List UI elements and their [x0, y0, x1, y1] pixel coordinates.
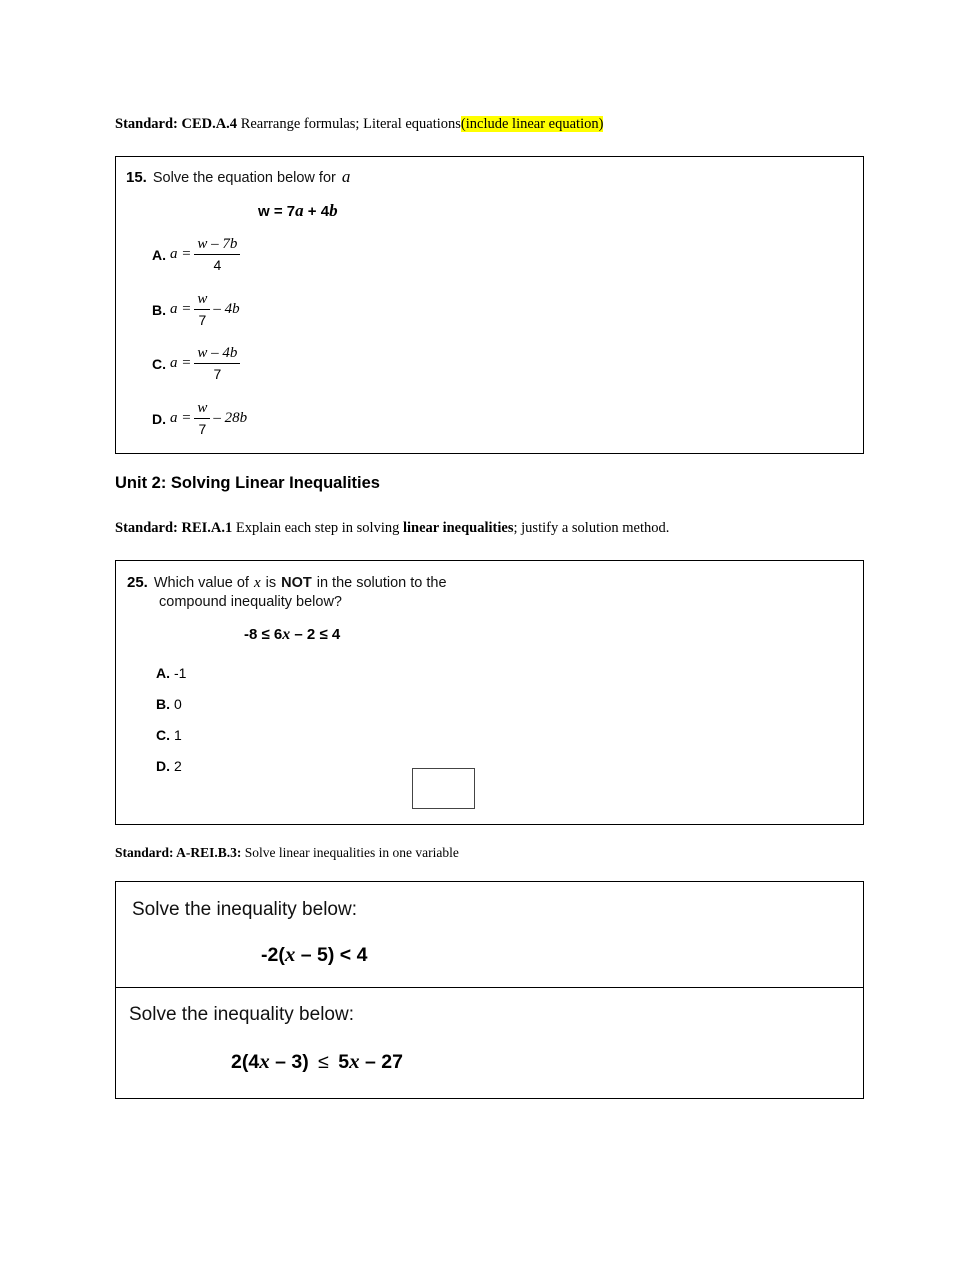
expression-var2: x [349, 1049, 360, 1073]
question-text-end: in the solution to the [316, 575, 447, 591]
fraction-numerator: w – 7b [194, 235, 240, 255]
option-lhs: a = [170, 355, 192, 371]
equation-mid: + 4 [307, 203, 330, 220]
option-value: 2 [174, 758, 182, 774]
question-number: 25. [127, 574, 148, 591]
option-tail: – 4b [213, 301, 240, 317]
unit-2-heading: Unit 2: Solving Linear Inequalities [115, 474, 380, 492]
inequality-2-prompt: Solve the inequality below: [129, 1004, 354, 1025]
option-label: B. [156, 696, 170, 712]
question-text-not: NOT [281, 575, 312, 591]
option-b[interactable] [156, 696, 182, 712]
inequality-box-1 [115, 881, 864, 988]
option-d[interactable] [152, 399, 247, 438]
question-25-prompt-line2: compound inequality below? [159, 594, 342, 610]
expression-operator: ≤ [318, 1051, 329, 1073]
equation-var-b: b [329, 201, 338, 220]
expression-part2: – 3) [275, 1051, 309, 1073]
inequality-box-2 [115, 987, 864, 1099]
option-label: B. [152, 301, 166, 318]
question-25-prompt [127, 574, 447, 592]
question-variable: x [253, 575, 261, 591]
option-lhs: a = [170, 301, 192, 317]
option-c[interactable] [156, 727, 182, 743]
standard-ced-a4 [115, 116, 603, 133]
fraction-numerator: w [194, 290, 210, 310]
equation-lhs: w = 7 [258, 203, 296, 220]
fraction-numerator: w – 4b [194, 344, 240, 364]
fraction-denominator: 4 [213, 257, 222, 273]
question-text: Which value of [153, 575, 249, 591]
option-lhs: a = [170, 410, 192, 426]
question-text-is: is [265, 575, 277, 591]
inequality-var: x [282, 626, 291, 643]
inequality-1-expression [261, 942, 367, 967]
expression-right: – 5) < 4 [300, 944, 368, 966]
equation-var-a: a [295, 201, 304, 220]
option-a[interactable] [152, 235, 243, 274]
option-value: -1 [174, 665, 187, 681]
standard-rei-a1 [115, 520, 669, 537]
option-b[interactable] [152, 290, 240, 329]
fraction-denominator: 7 [198, 421, 207, 437]
expression-part1: 2(4 [231, 1051, 260, 1073]
expression-part4: – 27 [365, 1051, 403, 1073]
option-d[interactable] [156, 758, 182, 774]
question-15-box [115, 156, 864, 454]
inequality-left: -8 ≤ 6 [244, 626, 283, 643]
question-25-inequality [244, 626, 340, 644]
option-label: D. [152, 410, 166, 427]
question-variable: a [341, 167, 351, 186]
expression-part3: 5 [338, 1051, 350, 1073]
standard-highlight: (include linear equation) [460, 116, 604, 132]
question-number: 15. [126, 169, 147, 186]
option-value: 1 [174, 727, 182, 743]
option-label: D. [156, 758, 170, 774]
option-label: A. [156, 665, 170, 681]
question-15-equation [258, 201, 338, 221]
question-text: Solve the equation below for [152, 170, 336, 186]
option-tail: – 28b [213, 410, 248, 426]
option-label: A. [152, 246, 166, 263]
fraction-numerator: w [194, 399, 210, 419]
standard-description: Rearrange formulas; Literal equations [240, 116, 461, 132]
question-15-prompt [126, 167, 350, 187]
standard-label: Standard: REI.A.1 [115, 520, 233, 536]
expression-var1: x [259, 1049, 270, 1073]
option-value: 0 [174, 696, 182, 712]
answer-box[interactable] [412, 768, 475, 809]
standard-a-rei-b3 [115, 845, 459, 861]
expression-var: x [284, 942, 296, 966]
fraction [194, 344, 240, 383]
standard-label: Standard: CED.A.4 [115, 116, 238, 132]
fraction [194, 235, 240, 274]
question-25-box [115, 560, 864, 825]
expression-left: -2( [261, 944, 285, 966]
standard-bold-term: linear inequalities [402, 520, 514, 536]
inequality-1-prompt: Solve the inequality below: [132, 899, 357, 920]
standard-description-end: ; justify a solution method. [513, 520, 670, 536]
fraction-denominator: 7 [213, 366, 222, 382]
inequality-right: – 2 ≤ 4 [294, 626, 341, 643]
option-lhs: a = [170, 246, 192, 262]
fraction-denominator: 7 [198, 312, 207, 328]
fraction [194, 290, 210, 329]
option-label: C. [152, 355, 166, 372]
option-c[interactable] [152, 344, 243, 383]
standard-description: Explain each step in solving [235, 520, 400, 536]
option-a[interactable] [156, 665, 186, 681]
standard-label: Standard: A-REI.B.3: [115, 845, 242, 860]
option-label: C. [156, 727, 170, 743]
standard-description: Solve linear inequalities in one variable [244, 845, 459, 860]
fraction [194, 399, 210, 438]
inequality-2-expression [231, 1049, 403, 1074]
